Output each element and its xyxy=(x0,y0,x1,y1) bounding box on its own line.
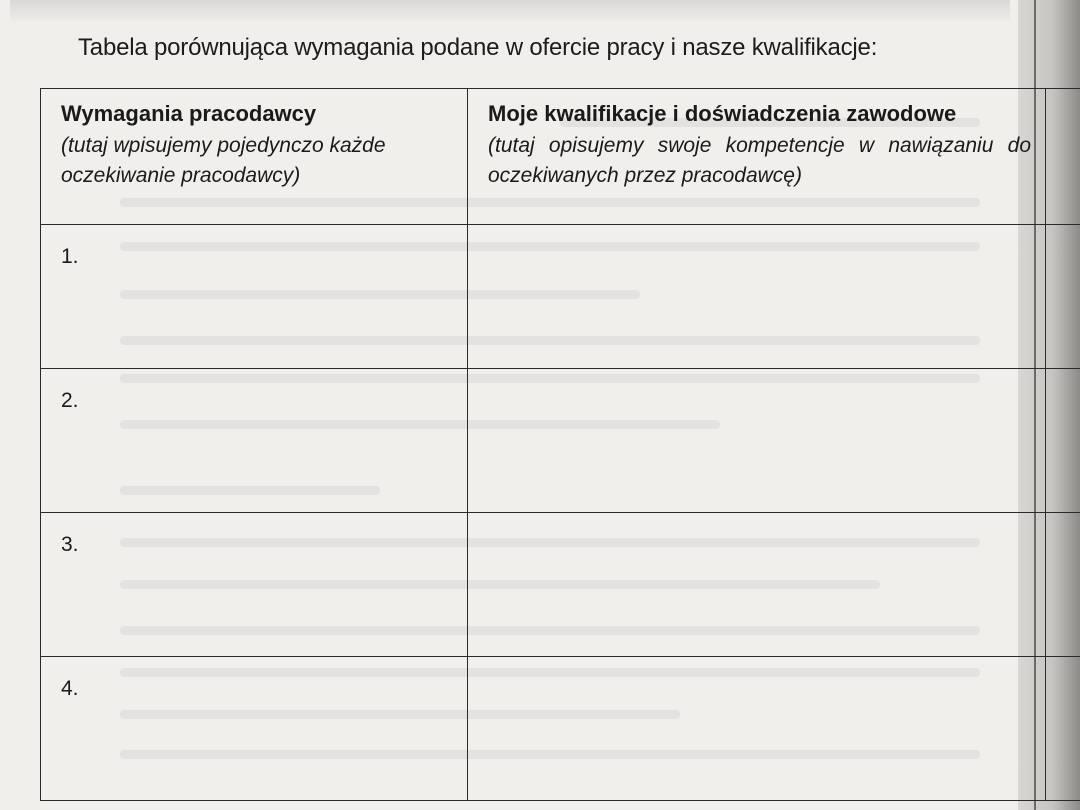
row-number: 4. xyxy=(61,677,79,700)
row-number: 3. xyxy=(61,533,79,556)
table-header-row xyxy=(41,89,1080,225)
requirement-cell[interactable] xyxy=(41,369,468,513)
row-number: 1. xyxy=(61,245,79,268)
comparison-table-container xyxy=(40,88,1031,798)
header-cell-edge xyxy=(1046,89,1080,225)
qualification-cell[interactable] xyxy=(468,225,1046,369)
table-row xyxy=(41,369,1080,513)
page-top-bleed xyxy=(10,0,1010,24)
edge-cell xyxy=(1046,513,1080,657)
qualification-cell[interactable] xyxy=(468,369,1046,513)
row-number: 2. xyxy=(61,389,79,412)
header-note-qualifications: (tutaj opisujemy swoje kompetencje w nawiązaniu do oczekiwanych przez pracodawcę) xyxy=(488,134,1031,187)
edge-cell xyxy=(1046,225,1080,369)
header-note-employer: (tutaj wpisujemy pojedynczo każde oczekiwanie pracodawcy) xyxy=(61,134,386,187)
edge-cell xyxy=(1046,369,1080,513)
header-title-qualifications: Moje kwalifikacje i doświadczenia zawodowe xyxy=(488,101,957,126)
header-cell-my-qualifications xyxy=(468,89,1046,225)
table-row xyxy=(41,225,1080,369)
intro-heading: Tabela porównująca wymagania podane w ofercie pracy i nasze kwalifikacje: xyxy=(78,34,878,61)
table-row xyxy=(41,657,1080,801)
header-cell-employer-requirements xyxy=(41,89,468,225)
header-title-employer: Wymagania pracodawcy xyxy=(61,101,317,126)
edge-cell xyxy=(1046,657,1080,801)
table-row xyxy=(41,513,1080,657)
qualification-cell[interactable] xyxy=(468,657,1046,801)
comparison-table xyxy=(40,88,1080,801)
requirement-cell[interactable] xyxy=(41,225,468,369)
requirement-cell[interactable] xyxy=(41,657,468,801)
qualification-cell[interactable] xyxy=(468,513,1046,657)
requirement-cell[interactable] xyxy=(41,513,468,657)
